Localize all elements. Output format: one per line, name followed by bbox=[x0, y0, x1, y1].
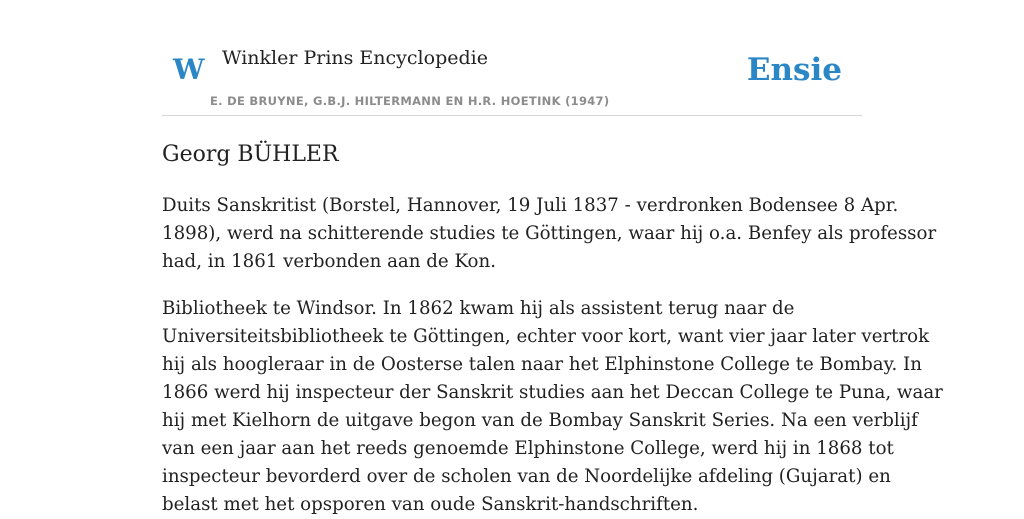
paragraph-line: Bibliotheek te Windsor. In 1862 kwam hij als assistent terug naar de bbox=[162, 298, 795, 319]
article-paragraph-1 bbox=[162, 192, 937, 276]
paragraph-line: 1866 werd hij inspecteur der Sanskrit studies aan het Deccan College te Puna, waar bbox=[162, 382, 943, 403]
paragraph-line: hij als hoogleraar in de Oosterse talen naar het Elphinstone College te Bombay. In bbox=[162, 354, 922, 375]
site-authors: E. DE BRUYNE, G.B.J. HILTERMANN EN H.R. HOETINK (1947) bbox=[210, 94, 610, 108]
site-title[interactable]: Winkler Prins Encyclopedie bbox=[222, 47, 488, 69]
page bbox=[162, 0, 943, 515]
article-paragraph-2 bbox=[162, 295, 943, 519]
article-title: Georg BÜHLER bbox=[162, 142, 339, 167]
paragraph-line: had, in 1861 verbonden aan de Kon. bbox=[162, 251, 496, 272]
paragraph-line: Duits Sanskritist (Borstel, Hannover, 19 Juli 1837 - verdronken Bodensee 8 Apr. bbox=[162, 195, 899, 216]
ensie-brand-logo[interactable]: Ensie bbox=[746, 52, 842, 88]
winkler-prins-logo[interactable]: W bbox=[173, 53, 205, 86]
paragraph-line: 1898), werd na schitterende studies te Göttingen, waar hij o.a. Benfey als professor bbox=[162, 223, 937, 244]
paragraph-line: van een jaar aan het reeds genoemde Elphinstone College, werd hij in 1868 tot bbox=[162, 438, 894, 459]
site-header bbox=[162, 0, 862, 116]
paragraph-line: inspecteur bevorderd over de scholen van de Noordelijke afdeling (Gujarat) en bbox=[162, 466, 891, 487]
paragraph-line: Universiteitsbibliotheek te Göttingen, echter voor kort, want vier jaar later vertrok bbox=[162, 326, 930, 347]
paragraph-line: belast met het opsporen van oude Sanskrit-handschriften. bbox=[162, 494, 699, 515]
paragraph-line: hij met Kielhorn de uitgave begon van de Bombay Sanskrit Series. Na een verblijf bbox=[162, 410, 918, 431]
